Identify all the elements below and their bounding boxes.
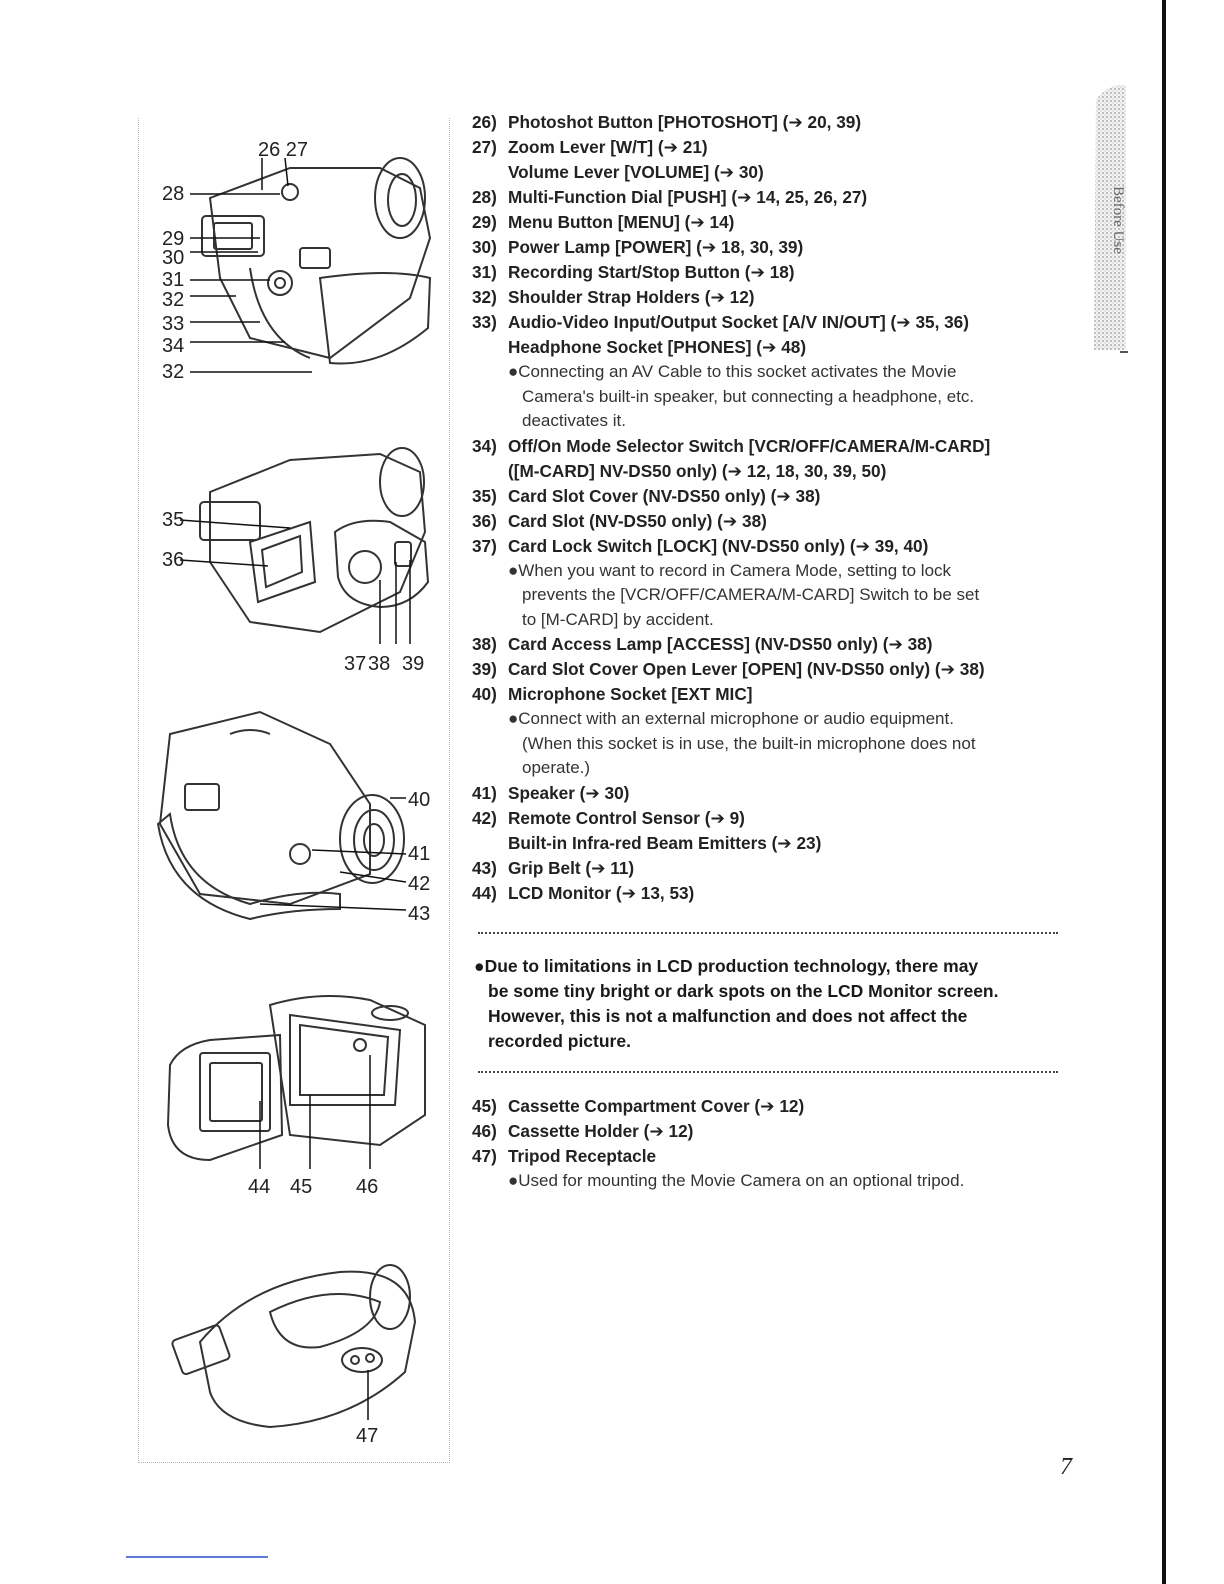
item-number: 34) <box>472 435 497 456</box>
item-label: Cassette Compartment Cover (➔ 12) <box>508 1096 805 1116</box>
list-item <box>472 682 1072 707</box>
item-label: Card Slot (NV-DS50 only) (➔ 38) <box>508 510 767 531</box>
list-item <box>472 1094 1072 1119</box>
bottom-link-line <box>126 1556 268 1558</box>
section-side-tab <box>1090 80 1130 355</box>
item-number: 45) <box>472 1096 497 1116</box>
list-item <box>472 235 1072 260</box>
callout-30: 30 <box>162 247 185 269</box>
item-number: 32) <box>472 287 497 307</box>
item-label: Card Lock Switch [LOCK] (NV-DS50 only) (➔ 39, 40) <box>508 535 929 556</box>
list-item <box>472 1119 1072 1144</box>
item-number: 26) <box>472 112 497 132</box>
list-item <box>472 484 1072 509</box>
item-number: 41) <box>472 782 497 803</box>
figure-camera-card-slot <box>140 432 440 682</box>
item-label: Audio-Video Input/Output Socket [A/V IN/OUT] (➔ 35, 36) <box>508 312 969 332</box>
item-label: LCD Monitor (➔ 13, 53) <box>508 882 695 903</box>
callout-37: 37 <box>344 653 367 675</box>
list-item <box>472 806 1072 831</box>
item-label: Remote Control Sensor (➔ 9) <box>508 807 745 828</box>
figure-camera-rear-view <box>140 128 440 398</box>
item-label: Power Lamp [POWER] (➔ 18, 30, 39) <box>508 237 804 257</box>
item-number: 38) <box>472 634 497 654</box>
item-label: Tripod Receptacle <box>508 1146 657 1166</box>
item-label: Menu Button [MENU] (➔ 14) <box>508 212 735 232</box>
item-sub-label: Built-in Infra-red Beam Emitters (➔ 23) <box>508 832 822 853</box>
callout-41: 41 <box>408 843 431 865</box>
list-item <box>472 1144 1072 1169</box>
item-number: 42) <box>472 807 497 828</box>
callout-47: 47 <box>356 1425 379 1447</box>
callout-40: 40 <box>408 789 431 811</box>
callout-31: 31 <box>162 269 185 291</box>
item-label: Off/On Mode Selector Switch [VCR/OFF/CAMERA/M-CARD] <box>508 435 991 456</box>
list-item <box>472 285 1072 310</box>
dotted-separator <box>478 1071 1058 1073</box>
item-sub-label: Volume Lever [VOLUME] (➔ 30) <box>508 162 764 182</box>
callout-34: 34 <box>162 335 185 357</box>
callout-32: 32 <box>162 289 185 311</box>
item-label: Shoulder Strap Holders (➔ 12) <box>508 287 755 307</box>
item-label: Zoom Lever [W/T] (➔ 21) <box>508 137 708 157</box>
note-line: (When this socket is in use, the built-in microphone does not <box>522 733 976 753</box>
callout-44: 44 <box>248 1176 271 1198</box>
item-number: 28) <box>472 187 497 207</box>
item-number: 30) <box>472 237 497 257</box>
note-line: ●Used for mounting the Movie Camera on an optional tripod. <box>508 1171 965 1190</box>
figure-camera-lcd-open <box>140 985 440 1200</box>
callout-36: 36 <box>162 549 185 571</box>
item-number: 36) <box>472 510 497 531</box>
callout-39: 39 <box>402 653 425 675</box>
list-item <box>472 434 1072 459</box>
callout-29: 29 <box>162 228 185 250</box>
callout-26-27: 26 27 <box>258 139 309 161</box>
notice-line: be some tiny bright or dark spots on the LCD Monitor screen. <box>488 981 999 1001</box>
item-sub-label: ([M-CARD] NV-DS50 only) (➔ 12, 18, 30, 39, 50) <box>508 460 887 481</box>
note-line: ●Connect with an external microphone or audio equipment. <box>508 709 954 728</box>
item-label: Multi-Function Dial [PUSH] (➔ 14, 25, 26, 27) <box>508 187 868 207</box>
figure-camera-bottom-view <box>140 1262 440 1452</box>
callout-45: 45 <box>290 1176 313 1198</box>
item-number: 46) <box>472 1121 497 1141</box>
item-label: Card Slot Cover Open Lever [OPEN] (NV-DS50 only) (➔ 38) <box>508 659 985 679</box>
item-number: 33) <box>472 312 497 332</box>
callout-38: 38 <box>368 653 391 675</box>
item-number: 44) <box>472 882 497 903</box>
parts-list-continued <box>472 1094 1072 1194</box>
page-edge-rule <box>1162 0 1166 1584</box>
item-note <box>472 360 1072 434</box>
callout-42: 42 <box>408 873 431 895</box>
item-note <box>472 1169 1072 1194</box>
item-number: 29) <box>472 212 497 232</box>
item-sub-label: Headphone Socket [PHONES] (➔ 48) <box>508 337 807 357</box>
item-label: Cassette Holder (➔ 12) <box>508 1121 694 1141</box>
callout-43: 43 <box>408 903 431 925</box>
list-item <box>472 135 1072 160</box>
item-label: Recording Start/Stop Button (➔ 18) <box>508 262 795 282</box>
item-number: 47) <box>472 1146 497 1166</box>
note-line: Camera's built-in speaker, but connecting a headphone, etc. <box>522 386 975 406</box>
lcd-notice <box>474 954 1064 1054</box>
notice-line: recorded picture. <box>488 1031 631 1051</box>
list-item <box>472 781 1072 806</box>
list-item <box>472 534 1072 559</box>
list-item <box>472 632 1072 657</box>
dotted-separator <box>478 932 1058 934</box>
note-line: deactivates it. <box>522 411 626 430</box>
note-line: ●When you want to record in Camera Mode, setting to lock <box>508 560 952 580</box>
parts-list <box>472 110 1072 906</box>
item-label: Speaker (➔ 30) <box>508 782 630 803</box>
item-number: 31) <box>472 262 497 282</box>
item-number: 39) <box>472 659 497 679</box>
item-number: 35) <box>472 485 497 506</box>
item-label: Microphone Socket [EXT MIC] <box>508 684 753 704</box>
note-line: to [M-CARD] by accident. <box>522 609 714 629</box>
item-note <box>472 559 1072 633</box>
item-label: Card Slot Cover (NV-DS50 only) (➔ 38) <box>508 485 821 506</box>
callout-32b: 32 <box>162 361 185 383</box>
list-item <box>472 310 1072 335</box>
callout-33: 33 <box>162 313 185 335</box>
list-item <box>472 657 1072 682</box>
side-tab-label: Before Use <box>1110 186 1126 254</box>
note-line: prevents the [VCR/OFF/CAMERA/M-CARD] Switch to be set <box>522 585 980 604</box>
page-number: 7 <box>1060 1454 1072 1480</box>
note-line: ●Connecting an AV Cable to this socket activates the Movie <box>508 362 957 381</box>
item-number: 27) <box>472 137 497 157</box>
item-number: 37) <box>472 535 497 556</box>
note-line: operate.) <box>522 758 591 777</box>
notice-line: ●Due to limitations in LCD production technology, there may <box>474 956 979 976</box>
notice-line: However, this is not a malfunction and does not affect the <box>488 1006 968 1026</box>
item-label: Grip Belt (➔ 11) <box>508 857 635 878</box>
item-label: Card Access Lamp [ACCESS] (NV-DS50 only) (➔ 38) <box>508 634 933 654</box>
list-item <box>472 185 1072 210</box>
item-note <box>472 707 1072 781</box>
figure-camera-front-view <box>140 704 440 934</box>
list-item <box>472 260 1072 285</box>
item-label: Photoshot Button [PHOTOSHOT] (➔ 20, 39) <box>508 112 862 132</box>
list-item <box>472 856 1072 881</box>
list-item <box>472 110 1072 135</box>
item-number: 40) <box>472 684 497 704</box>
list-item <box>472 881 1072 906</box>
list-item <box>472 210 1072 235</box>
callout-28: 28 <box>162 183 185 205</box>
callout-35: 35 <box>162 509 185 531</box>
callout-46: 46 <box>356 1176 379 1198</box>
item-number: 43) <box>472 857 497 878</box>
list-item <box>472 509 1072 534</box>
